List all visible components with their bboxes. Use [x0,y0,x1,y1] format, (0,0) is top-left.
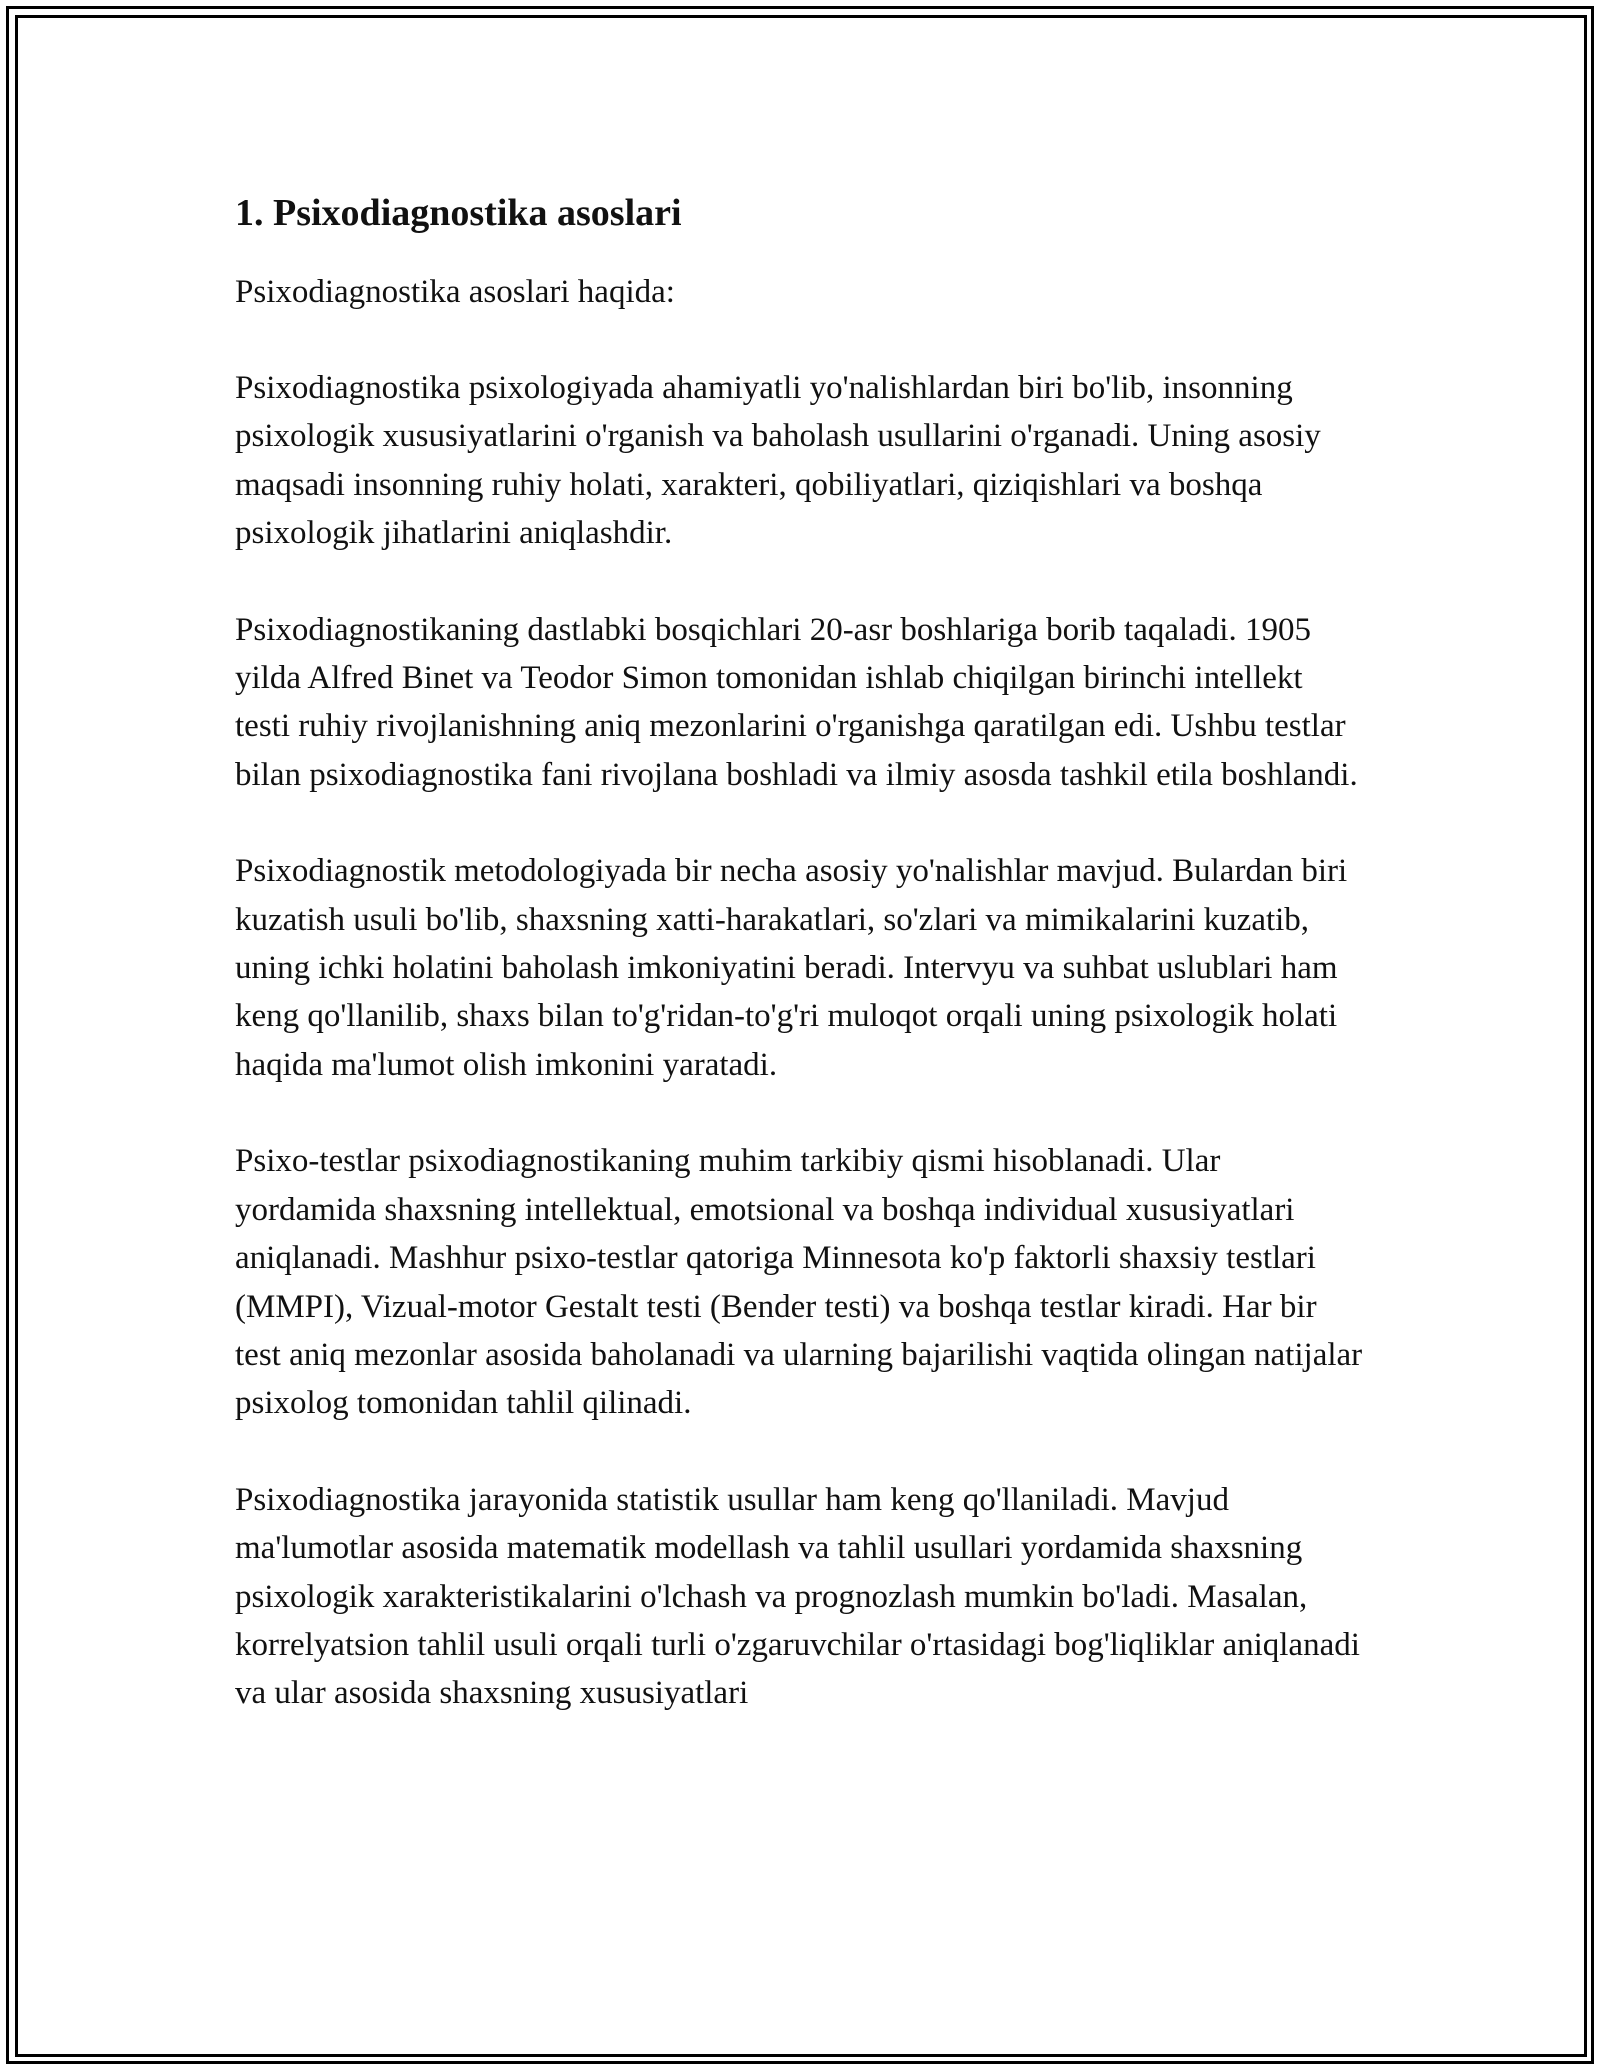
paragraph-5: Psixodiagnostika jarayonida statistik usullar ham keng qo'llaniladi. Mavjud ma'lumotlar asosida matematik modellash va tahlil usullari yordamida shaxsning psixologik xarakteristikalarini o'lchash va prognozlash mumkin bo'ladi. Masalan, korrelyatsion tahlil usuli orqali turli o'zgaruvchilar o'rtasidagi bog'liqliklar aniqlanadi va ular asosida shaxsning xususiyatlari [235,1481,1360,1712]
paragraph-3: Psixodiagnostik metodologiyada bir necha asosiy yo'nalishlar mavjud. Bulardan biri kuzatish usuli bo'lib, shaxsning xatti-harakatlari, so'zlari va mimikalarini kuzatib, uning ichki holatini baholash imkoniyatini beradi. Intervyu va suhbat uslublari ham keng qo'llanilib, shaxs bilan to'g'ridan-to'g'ri muloqot orqali uning psixologik holati haqida ma'lumot olish imkonini yaratadi. [235,853,1348,1083]
paragraph-4: Psixo-testlar psixodiagnostikaning muhim tarkibiy qismi hisoblanadi. Ular yordamida shaxsning intellektual, emotsional va boshqa individual xususiyatlari aniqlanadi. Mashhur psixo-testlar qatoriga Minnesota ko'p faktorli shaxsiy testlari (MMPI), Vizual-motor Gestalt testi (Bender testi) va boshqa testlar kiradi. Har bir test aniq mezonlar asosida baholanadi va ularning bajarilishi vaqtida olingan natijalar psixolog tomonidan tahlil qilinadi. [235,1143,1363,1422]
intro-line: Psixodiagnostika asoslari haqida: [235,274,675,310]
document-content [235,186,1365,1766]
paragraph-2: Psixodiagnostikaning dastlabki bosqichlari 20-asr boshlariga borib taqaladi. 1905 yilda Alfred Binet va Teodor Simon tomonidan ishlab chiqilgan birinchi intellekt testi ruhiy rivojlanishning aniq mezonlarini o'rganishga qaratilgan edi. Ushbu testlar bilan psixodiagnostika fani rivojlana boshladi va ilmiy asosda tashkil etila boshlandi. [235,611,1358,793]
paragraph-1: Psixodiagnostika psixologiyada ahamiyatli yo'nalishlardan biri bo'lib, insonning psixologik xususiyatlarini o'rganish va baholash usullarini o'rganadi. Uning asosiy maqsadi insonning ruhiy holati, xarakteri, qobiliyatlari, qiziqishlari va boshqa psixologik jihatlarini aniqlashdir. [235,370,1321,552]
section-heading: 1. Psixodiagnostika asoslari [235,192,682,234]
